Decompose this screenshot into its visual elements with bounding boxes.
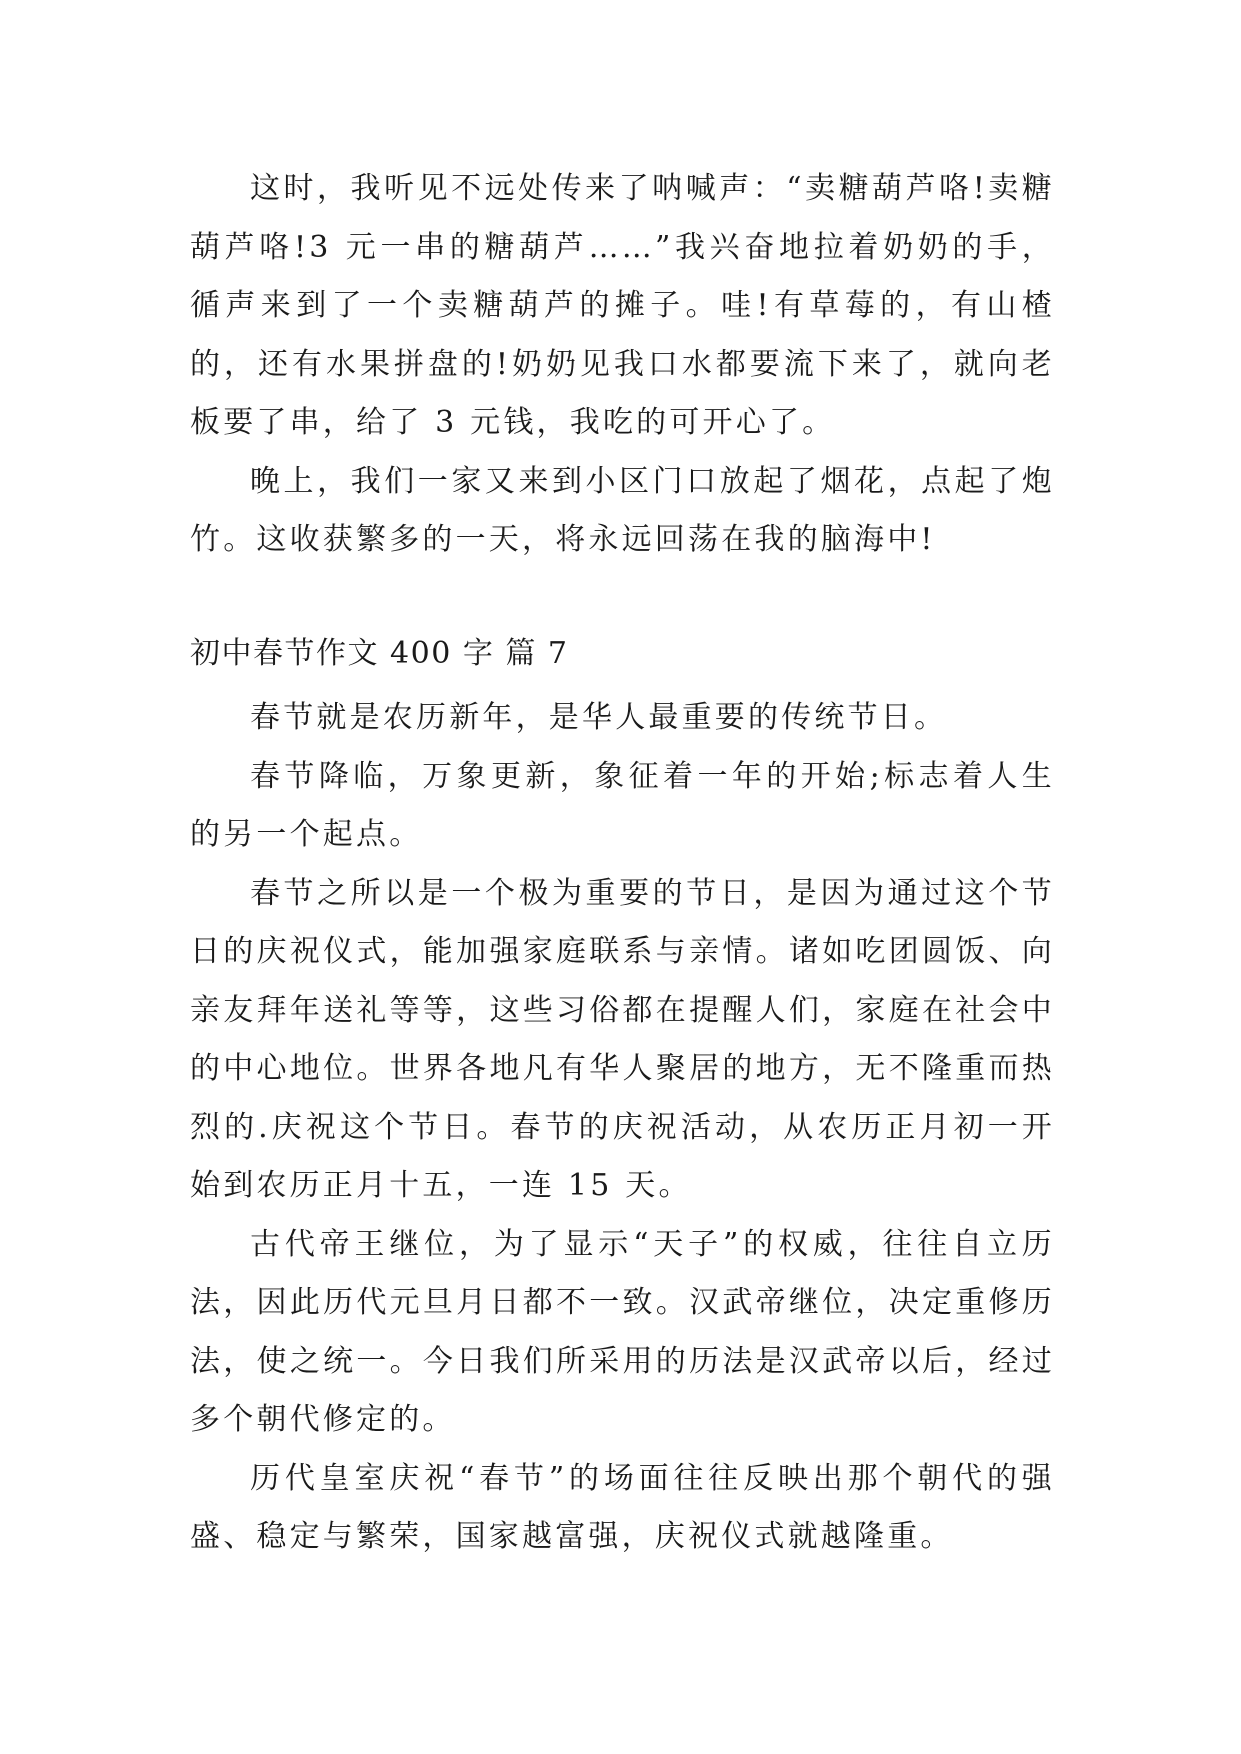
paragraph: 这时，我听见不远处传来了呐喊声：“卖糖葫芦咯!卖糖葫芦咯!3 元一串的糖葫芦……”我兴奋地拉着奶奶的手，循声来到了一个卖糖葫芦的摊子。哇!有草莓的，有山楂的，还有水果拼盘的!奶奶见我口水都要流下来了，就向老板要了串，给了 3 元钱，我吃的可开心了。	[190, 171, 1055, 440]
section-heading: 初中春节作文 400 字 篇 7	[190, 636, 569, 671]
paragraph: 历代皇室庆祝“春节”的场面往往反映出那个朝代的强盛、稳定与繁荣，国家越富强，庆祝仪式就越隆重。	[190, 1460, 1055, 1554]
essay-continuation	[190, 160, 1055, 570]
paragraph: 春节之所以是一个极为重要的节日，是因为通过这个节日的庆祝仪式，能加强家庭联系与亲情。诸如吃团圆饭、向亲友拜年送礼等等，这些习俗都在提醒人们，家庭在社会中的中心地位。世界各地凡有华人聚居的地方，无不隆重而热烈的.庆祝这个节日。春节的庆祝活动，从农历正月初一开始到农历正月十五，一连 15 天。	[190, 875, 1055, 1203]
paragraph: 春节降临，万象更新，象征着一年的开始;标志着人生的另一个起点。	[190, 758, 1055, 852]
paragraph: 古代帝王继位，为了显示“天子”的权威，往往自立历法，因此历代元旦月日都不一致。汉武帝继位，决定重修历法，使之统一。今日我们所采用的历法是汉武帝以后，经过多个朝代修定的。	[190, 1226, 1055, 1437]
paragraph: 春节就是农历新年，是华人最重要的传统节日。	[250, 700, 948, 735]
paragraph: 晚上，我们一家又来到小区门口放起了烟花，点起了炮竹。这收获繁多的一天，将永远回荡在我的脑海中!	[190, 463, 1055, 557]
essay-body	[190, 689, 1055, 1567]
